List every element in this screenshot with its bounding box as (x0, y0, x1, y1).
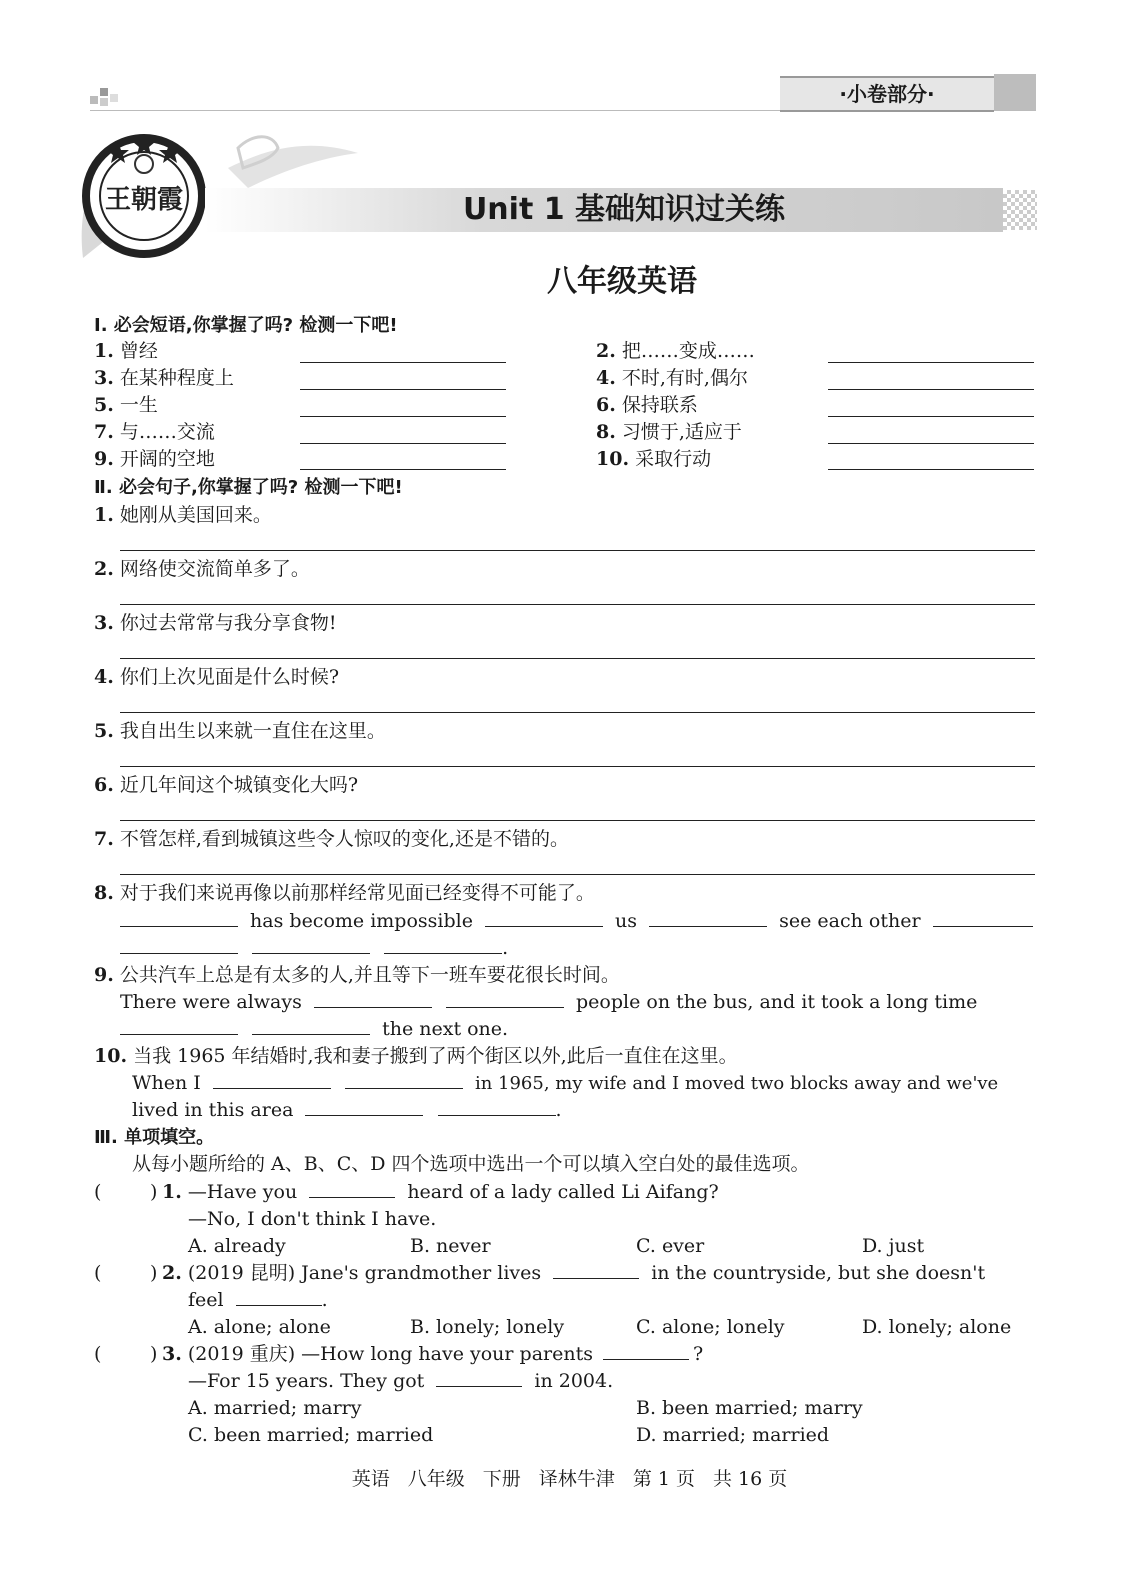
q10-line1: When I in 1965, my wife and I moved two blocks away and we've (132, 1072, 999, 1094)
answer-blank[interactable] (300, 389, 506, 390)
mc-option[interactable]: C. alone; lonely (636, 1316, 785, 1338)
phrase-item: 2. 把……变成…… (596, 340, 755, 362)
answer-blank[interactable] (120, 1016, 238, 1035)
mc-question: 3. (2019 重庆) —How long have your parents ? (162, 1343, 704, 1365)
q8-line1: has become impossible us see each other (120, 908, 1035, 935)
answer-blank[interactable] (120, 908, 238, 927)
mc-option[interactable]: B. been married; marry (636, 1397, 863, 1419)
corner-squares-decoration (90, 88, 120, 110)
answer-blank[interactable] (236, 1287, 322, 1306)
mc-question-line2: —For 15 years. They got in 2004. (188, 1370, 614, 1392)
answer-blank[interactable] (305, 1097, 423, 1116)
phrase-item: 1. 曾经 (94, 340, 158, 362)
sentence-item: 8. 对于我们来说再像以前那样经常见面已经变得不可能了。 (94, 882, 595, 904)
answer-blank[interactable] (213, 1070, 331, 1089)
sentence-item: 1. 她刚从美国回来。 (94, 504, 272, 526)
answer-blank[interactable] (314, 989, 432, 1008)
answer-line[interactable] (120, 550, 1035, 551)
sentence-item: 3. 你过去常常与我分享食物! (94, 612, 337, 634)
answer-blank[interactable] (252, 935, 370, 954)
answer-blank[interactable] (485, 908, 603, 927)
answer-line[interactable] (120, 604, 1035, 605)
answer-blank[interactable] (649, 908, 767, 927)
section-tag: ·小卷部分· (780, 76, 994, 112)
mc-option[interactable]: C. been married; married (188, 1424, 434, 1446)
phrase-item: 9. 开阔的空地 (94, 448, 215, 470)
mc-question: 1. —Have you heard of a lady called Li Aifang? (162, 1181, 719, 1203)
sentence-item: 2. 网络使交流简单多了。 (94, 558, 310, 580)
mc-option[interactable]: D. married; married (636, 1424, 830, 1446)
answer-paren[interactable]: ( (94, 1343, 102, 1365)
q8-line2: . (120, 935, 508, 962)
answer-blank[interactable] (828, 362, 1034, 363)
unit-title-banner (205, 188, 1003, 232)
page-footer: 英语 八年级 下册 译林牛津 第 1 页 共 16 页 (351, 1468, 788, 1490)
mc-option[interactable]: D. lonely; alone (862, 1316, 1012, 1338)
mc-option[interactable]: D. just (862, 1235, 925, 1257)
logo-text: 王朝霞 (104, 185, 184, 215)
sentence-item: 5. 我自出生以来就一直住在这里。 (94, 720, 386, 742)
answer-paren-close: ) (150, 1181, 158, 1203)
mc-option[interactable]: A. alone; alone (188, 1316, 331, 1338)
answer-blank[interactable] (553, 1260, 639, 1279)
phrase-item: 8. 习惯于,适应于 (596, 421, 742, 443)
answer-blank[interactable] (436, 1368, 522, 1387)
section2-title: Ⅱ. 必会句子,你掌握了吗? 检测一下吧! (94, 477, 403, 498)
answer-blank[interactable] (446, 989, 564, 1008)
phrase-item: 3. 在某种程度上 (94, 367, 234, 389)
checker-decoration (1003, 190, 1037, 230)
answer-blank[interactable] (300, 469, 506, 470)
mc-option[interactable]: B. never (410, 1235, 491, 1257)
q9-line1: There were always people on the bus, and it took a long time (120, 991, 978, 1013)
sentence-item: 6. 近几年间这个城镇变化大吗? (94, 774, 359, 796)
sentence-item: 10. 当我 1965 年结婚时,我和妻子搬到了两个街区以外,此后一直住在这里。 (94, 1045, 738, 1067)
answer-blank[interactable] (384, 935, 502, 954)
unit-title: Unit 1 基础知识过关练 (462, 192, 786, 227)
sentence-item: 4. 你们上次见面是什么时候? (94, 666, 340, 688)
answer-paren-close: ) (150, 1343, 158, 1365)
answer-blank[interactable] (300, 416, 506, 417)
mc-option[interactable]: A. already (188, 1235, 286, 1257)
sentence-item: 7. 不管怎样,看到城镇这些令人惊叹的变化,还是不错的。 (94, 828, 569, 850)
answer-paren[interactable]: ( (94, 1262, 102, 1284)
answer-blank[interactable] (933, 908, 1033, 927)
phrase-item: 7. 与……交流 (94, 421, 215, 443)
mc-option[interactable]: B. lonely; lonely (410, 1316, 565, 1338)
answer-blank[interactable] (828, 389, 1034, 390)
answer-line[interactable] (120, 766, 1035, 767)
section1-title: Ⅰ. 必会短语,你掌握了吗? 检测一下吧! (94, 315, 398, 336)
answer-paren-close: ) (150, 1262, 158, 1284)
answer-blank[interactable] (828, 469, 1034, 470)
answer-blank[interactable] (120, 935, 238, 954)
answer-line[interactable] (120, 820, 1035, 821)
phrase-item: 10. 采取行动 (596, 448, 712, 470)
answer-line[interactable] (120, 874, 1035, 875)
section3-instruction: 从每小题所给的 A、B、C、D 四个选项中选出一个可以填入空白处的最佳选项。 (132, 1153, 810, 1175)
answer-blank[interactable] (252, 1016, 370, 1035)
section3-title: Ⅲ. 单项填空。 (94, 1127, 215, 1148)
sentence-item: 9. 公共汽车上总是有太多的人,并且等下一班车要花很长时间。 (94, 964, 620, 986)
answer-blank[interactable] (603, 1341, 689, 1360)
page-subtitle: 八年级英语 (547, 264, 697, 299)
answer-line[interactable] (120, 658, 1035, 659)
answer-blank[interactable] (345, 1070, 463, 1089)
mc-question-line2: feel . (188, 1289, 328, 1311)
answer-line[interactable] (120, 712, 1035, 713)
phrase-item: 5. 一生 (94, 394, 158, 416)
tag-decoration (994, 74, 1036, 110)
answer-blank[interactable] (438, 1097, 556, 1116)
mc-option[interactable]: A. married; marry (188, 1397, 362, 1419)
mc-question: 2. (2019 昆明) Jane's grandmother lives in the countryside, but she doesn't (162, 1262, 986, 1284)
phrase-item: 6. 保持联系 (596, 394, 698, 416)
answer-blank[interactable] (828, 443, 1034, 444)
answer-blank[interactable] (309, 1179, 395, 1198)
q9-line2: the next one. (120, 1016, 508, 1043)
phrase-item: 4. 不时,有时,偶尔 (596, 367, 748, 389)
answer-blank[interactable] (300, 362, 506, 363)
mc-question-line2: —No, I don't think I have. (188, 1208, 437, 1230)
q10-line2: lived in this area . (132, 1099, 562, 1121)
mc-option[interactable]: C. ever (636, 1235, 705, 1257)
answer-blank[interactable] (300, 443, 506, 444)
answer-paren[interactable]: ( (94, 1181, 102, 1203)
answer-blank[interactable] (828, 416, 1034, 417)
